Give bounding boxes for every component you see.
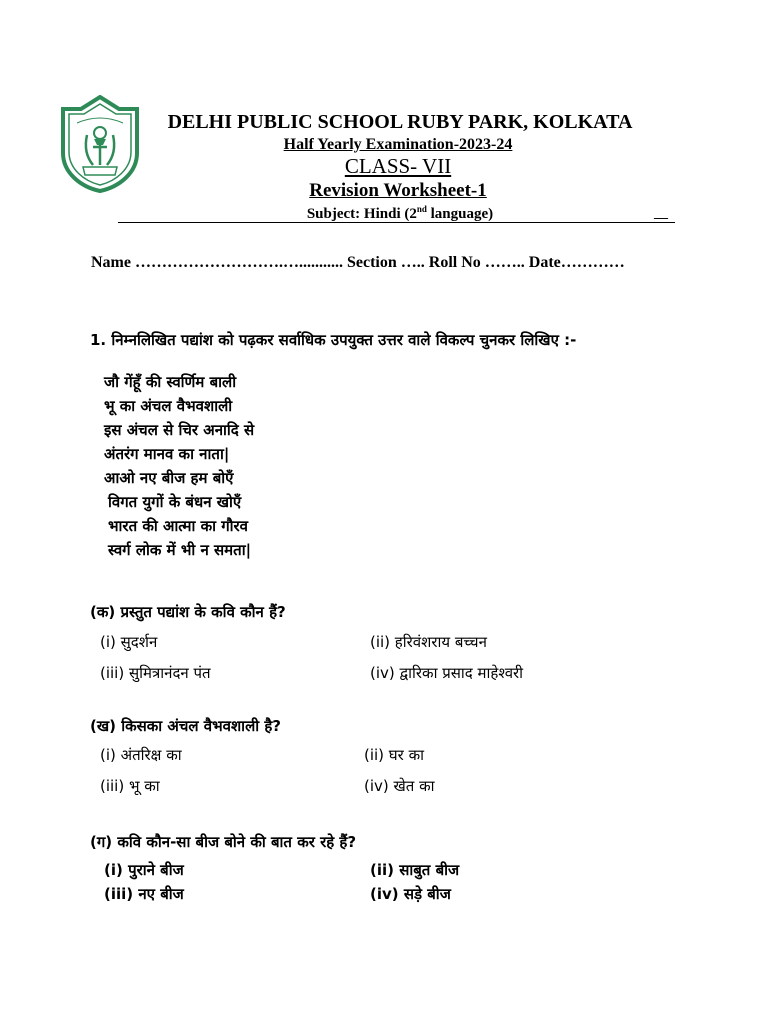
poem-line: अंतरंग मानव का नाता| [104, 445, 230, 463]
option-ga-1: (i) पुराने बीज [104, 861, 184, 879]
poem-line: भारत की आत्मा का गौरव [108, 517, 249, 535]
option-kha-2: (ii) घर का [364, 746, 424, 764]
poem-line: स्वर्ग लोक में भी न समता| [108, 541, 252, 559]
option-kha-1: (i) अंतरिक्ष का [100, 746, 182, 764]
header-divider [118, 222, 675, 223]
question-kha: (ख) किसका अंचल वैभवशाली है? [90, 717, 282, 735]
school-name: DELHI PUBLIC SCHOOL RUBY PARK, KOLKATA [167, 111, 633, 133]
poem-line: विगत युगों के बंधन खोएँ [108, 493, 242, 511]
poem-line: आओ नए बीज हम बोएँ [104, 469, 234, 487]
option-ga-4: (iv) सड़े बीज [370, 885, 451, 903]
subject-superscript: nd [416, 204, 427, 214]
poem-line: भू का अंचल वैभवशाली [104, 397, 233, 415]
class-title: CLASS- VII [344, 154, 452, 178]
option-kha-3: (iii) भू का [100, 777, 160, 795]
option-ka-2: (ii) हरिवंशराय बच्चन [370, 633, 487, 651]
option-ka-1: (i) सुदर्शन [100, 633, 158, 651]
poem-line: जौ गेंहूँ की स्वर्णिम बाली [104, 373, 237, 391]
worksheet-title: Revision Worksheet-1 [309, 180, 487, 201]
subject-prefix: Subject: Hindi (2 [306, 206, 417, 222]
option-ka-3: (iii) सुमित्रानंदन पंत [100, 664, 211, 682]
subject-line [0, 204, 768, 223]
question-ka: (क) प्रस्तुत पद्यांश के कवि कौन हैं? [90, 603, 286, 621]
subject-suffix: language) [426, 206, 494, 222]
trailing-dash: __ [654, 206, 668, 221]
option-ga-3: (iii) नए बीज [104, 885, 184, 903]
exam-title: Half Yearly Examination-2023-24 [283, 136, 513, 153]
poem-line: इस अंचल से चिर अनादि से [104, 421, 255, 439]
option-kha-4: (iv) खेत का [364, 777, 435, 795]
option-ka-4: (iv) द्वारिका प्रसाद माहेश्वरी [370, 664, 524, 682]
student-info-line: Name ……………………….…........... Section ….. Roll No …….. Date………… [91, 254, 625, 271]
question-ga: (ग) कवि कौन-सा बीज बोने की बात कर रहे हैं? [90, 833, 357, 851]
option-ga-2: (ii) साबुत बीज [370, 861, 460, 879]
main-question: 1. निम्नलिखित पद्यांश को पढ़कर सर्वाधिक उपयुक्त उत्तर वाले विकल्प चुनकर लिखिए :- [90, 331, 577, 349]
